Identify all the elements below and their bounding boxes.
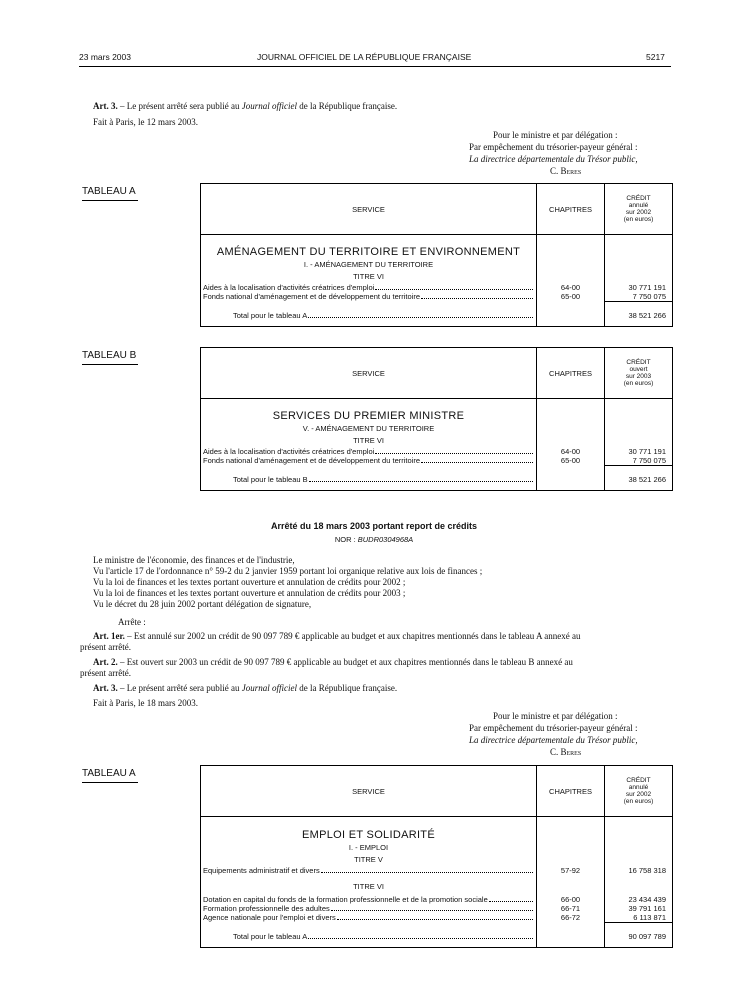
arrete-sig3: La directrice départementale du Trésor public, [469, 735, 638, 745]
table-row: Formation professionnelle des adultes 66-71 39 791 161 [201, 904, 673, 913]
arrete-nor: NOR : BUDR0304968A [334, 535, 414, 544]
table-row: Equipements administratif et divers 57-92 16 758 318 [201, 864, 673, 875]
tableau-a1-label: TABLEAU A [82, 186, 136, 197]
tableau-a2-label-rule [82, 782, 138, 783]
top-sig3: La directrice départementale du Trésor public, [469, 154, 638, 164]
header-rule [79, 66, 671, 67]
titre-heading: TITRE V [354, 855, 383, 864]
header-date: 23 mars 2003 [79, 52, 131, 62]
col-credit: CRÉDIT annulé sur 2002 (en euros) [605, 766, 673, 817]
top-sig2: Par empêchement du trésorier-payeur général : [469, 142, 638, 152]
titre-heading: TITRE VI [353, 272, 384, 281]
ministry-heading: SERVICES DU PREMIER MINISTRE [272, 410, 465, 422]
tableau-a1-label-rule [82, 200, 138, 201]
arrete-art1: Art. 1er. – Est annulé sur 2002 un crédit de 90 097 789 € applicable au budget et aux chapitres mentionnés dans le tableau A annexé au [93, 631, 581, 641]
col-credit: CRÉDIT ouvert sur 2003 (en euros) [605, 348, 673, 399]
table-row: Dotation en capital du fonds de la formation professionnelle et de la promotion sociale 66-00 23 434 439 [201, 895, 673, 904]
col-service: SERVICE [201, 348, 537, 399]
arrete-art1-cont: présent arrêté. [80, 642, 131, 652]
ministry-heading: AMÉNAGEMENT DU TERRITOIRE ET ENVIRONNEMENT [216, 246, 521, 258]
arrete-line-4: Vu la loi de finances et les textes portant ouverture et annulation de crédits pour 2003 ; [93, 588, 406, 598]
arrete-line-1: Le ministre de l'économie, des finances et de l'industrie, [93, 555, 295, 565]
arrete-line-5: Vu le décret du 28 juin 2002 portant délégation de signature, [93, 599, 312, 609]
header-page: 5217 [646, 52, 665, 62]
titre-heading: TITRE VI [353, 436, 384, 445]
col-chapitres: CHAPITRES [537, 766, 605, 817]
table-row: Fonds national d'aménagement et de développement du territoire 65-00 7 750 075 [201, 456, 673, 466]
top-art3: Art. 3. – Le présent arrêté sera publié au Journal officiel de la République française. [93, 101, 398, 111]
section-heading: I. - AMÉNAGEMENT DU TERRITOIRE [303, 260, 434, 269]
table-row: Fonds national d'aménagement et de développement du territoire 65-00 7 750 075 [201, 292, 673, 302]
top-fait: Fait à Paris, le 12 mars 2003. [93, 117, 198, 127]
arrete-sig1: Pour le ministre et par délégation : [493, 711, 618, 721]
col-credit: CRÉDIT annulé sur 2002 (en euros) [605, 184, 673, 235]
arrete-line-2: Vu l'article 17 de l'ordonnance n° 59-2 du 2 janvier 1959 portant loi organique relative aux lois de finances ; [93, 566, 483, 576]
tableau-a2-label: TABLEAU A [82, 768, 136, 779]
table-row: Aides à la localisation d'activités créatrices d'emploi 64-00 30 771 191 [201, 445, 673, 456]
total-row: Total pour le tableau A 90 097 789 [201, 923, 673, 948]
arrete-arrete: Arrête : [118, 617, 146, 627]
section-heading: I. - EMPLOI [348, 843, 389, 852]
table-row: Agence nationale pour l'emploi et divers 66-72 6 113 871 [201, 913, 673, 923]
arrete-line-3: Vu la loi de finances et les textes portant ouverture et annulation de crédits pour 2002 ; [93, 577, 406, 587]
header-title: JOURNAL OFFICIEL DE LA RÉPUBLIQUE FRANÇAISE [257, 52, 472, 62]
table-row: Aides à la localisation d'activités créatrices d'emploi 64-00 30 771 191 [201, 281, 673, 292]
arrete-title: Arrêté du 18 mars 2003 portant report de crédits [270, 521, 478, 531]
tableau-a2 [200, 765, 673, 948]
col-chapitres: CHAPITRES [537, 184, 605, 235]
arrete-fait: Fait à Paris, le 18 mars 2003. [93, 698, 198, 708]
total-row: Total pour le tableau A 38 521 266 [201, 302, 673, 327]
tableau-b-label: TABLEAU B [82, 350, 137, 361]
top-sig1: Pour le ministre et par délégation : [493, 130, 618, 140]
col-chapitres: CHAPITRES [537, 348, 605, 399]
section-heading: V. - AMÉNAGEMENT DU TERRITOIRE [302, 424, 435, 433]
tableau-b [200, 347, 673, 491]
col-service: SERVICE [201, 184, 537, 235]
arrete-sig2: Par empêchement du trésorier-payeur général : [469, 723, 638, 733]
arrete-art2-cont: présent arrêté. [80, 668, 131, 678]
total-row: Total pour le tableau B 38 521 266 [201, 466, 673, 491]
arrete-sig4: C. Beres [550, 747, 582, 757]
arrete-art2: Art. 2. – Est ouvert sur 2003 un crédit de 90 097 789 € applicable au budget et aux chapitres mentionnés dans le tableau B annexé au [93, 657, 573, 667]
titre-heading: TITRE VI [353, 882, 384, 891]
col-service: SERVICE [201, 766, 537, 817]
arrete-art3: Art. 3. – Le présent arrêté sera publié au Journal officiel de la République française. [93, 683, 398, 693]
tableau-b-label-rule [82, 364, 138, 365]
tableau-a1 [200, 183, 673, 327]
top-sig4: C. Beres [550, 166, 582, 176]
ministry-heading: EMPLOI ET SOLIDARITÉ [302, 829, 435, 841]
